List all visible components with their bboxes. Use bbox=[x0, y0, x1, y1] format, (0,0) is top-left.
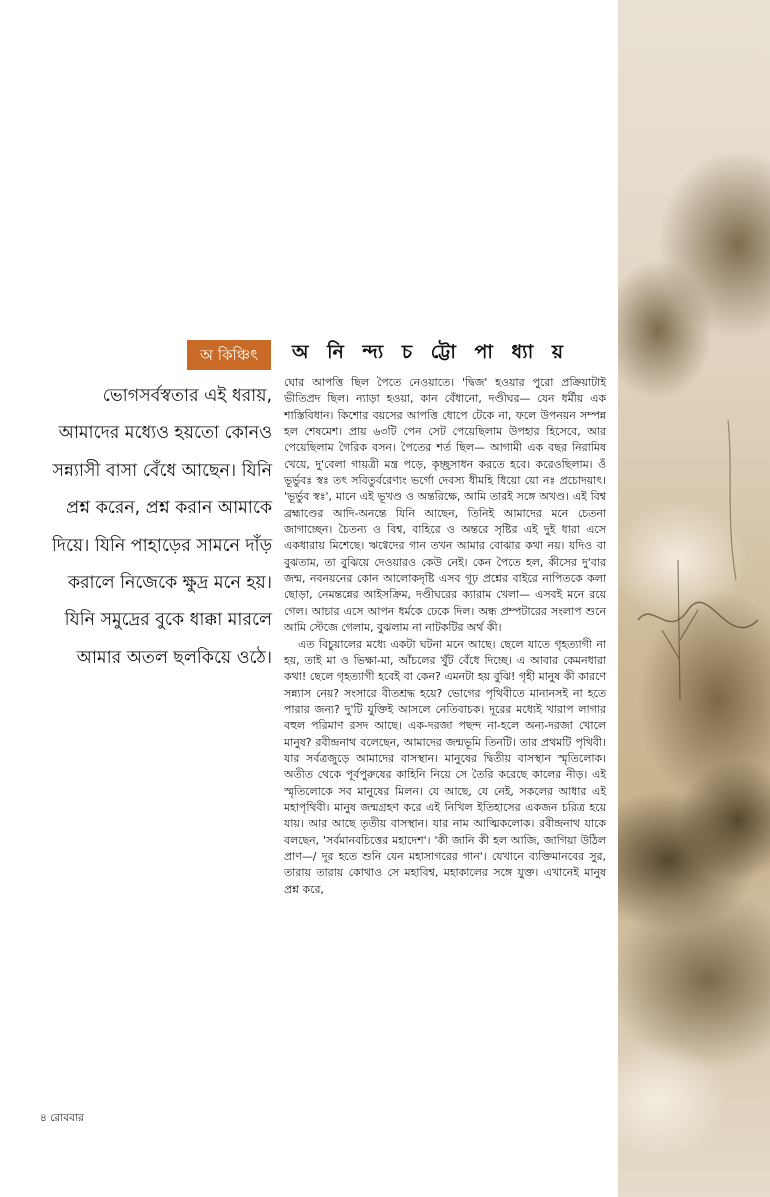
pull-quote: ভোগসর্বস্বতার এই ধরায়, আমাদের মধ্যেও হয়তো কোনও সন্ন্যাসী বাসা বেঁধে আছেন। যিনি প্রশ্ন করেন, প্রশ্ন করান আমাকে দিয়ে। যিনি পাহাড়ের সামনে দাঁড় করালে নিজেকে ক্ষুদ্র মনে হয়। যিনি সমুদ্রের বুকে ধাক্কা মারলে আমার অতল ছলকিয়ে ওঠে। bbox=[51, 386, 272, 668]
body-paragraph: ঘোর আপত্তি ছিল পৈতে নেওয়াতে। 'দ্বিজ' হওয়ার পুরো প্রক্রিয়াটাই ভীতিপ্রদ ছিল। ন্যাড়া হওয়া, কান বেঁধানো, দণ্ডীঘর— যেন ধর্মীয় এক শাস্তিবিধান। কিশোর বয়সের আপত্তি ধোপে টেকে না, ফলে উপনয়ন সম্পন্ন হল শেষমেশ। প্রায় ৬৩টি পেন সেট পেয়েছিলাম উপহার হিসেবে, আর পেয়েছিলাম গৈরিক বসন। পৈতের শর্ত ছিল— আগামী এক বছর নিরামিষ খেয়ে, দু'বেলা গায়ত্রী মন্ত্র পড়ে, কৃচ্ছ্রসাধন করতে হবে। করেওছিলাম। ওঁ ভূর্ভুবঃ স্বঃ তৎ সবিতুর্বরেণ্যং ভর্গো দেবস্য ধীমহি ধিয়ো য়ো নঃ প্রচোদয়াৎ। 'ভূর্ভুব স্বঃ', মানে এই ভূখণ্ড ও অন্তরিক্ষে, আমি তারই সঙ্গে অখণ্ড। এই বিশ্ব ব্রহ্মাণ্ডের আদি-অনন্তে যিনি আছেন, তিনিই আমাদের মনে চেতনা জাগাচ্ছেন। চৈতন্য ও বিশ্ব, বাহিরে ও অন্তরে সৃষ্টির এই দুই ধারা এসে একধারায় মিশেছে। ঋগ্বেদের গান তখন আমার বোঝার কথা নয়। যদিও বা বুঝতাম, তা বুঝিয়ে দেওয়ারও কেউ নেই। কেন পৈতে হল, কীসের দু'বার জন্ম, নবনয়নের কোন আলোকদৃষ্টি এসব গূঢ় প্রশ্নের বাইরে নাপিতকে কলা ছোড়া, নেমন্তন্নের আইসক্রিম, দণ্ডীঘরের ক্যারাম খেলা— এসবই মনে রয়ে গেল। আচার এসে আপন ধর্মকে ঢেকে দিল। অন্ধ প্রম্পটারের সংলাপ শুনে আমি স্টেজে গেলাম, বুঝলাম না নাটকটির অর্থ কী। bbox=[284, 376, 606, 635]
sepia-landscape-illustration bbox=[618, 0, 770, 1197]
author-byline: অ নি ন্দ্য চ ট্টো পা ধ্যা য় bbox=[292, 341, 570, 363]
page-folio: ৪ রোববার bbox=[40, 1112, 84, 1124]
body-paragraph: এত বিচুয়ালের মধ্যে একটা ঘটনা মনে আছে। ছেলে যাতে গৃহত্যাগী না হয়, তাই মা ও ভিক্ষা-মা, আঁচলের খুঁট বেঁধে দিচ্ছে। এ আবার কেমনধারা কথা! ছেলে গৃহত্যাগী হবেই বা কেন? এমনটা হয় বুঝি! গৃহী মানুষ কী কারণে সন্ন্যাস নেয়? সংসারে বীতশ্রদ্ধ হয়ে? ভোগের পৃথিবীতে মানানসই না হতে পারার জন্য? দু'টি যুক্তিই আসলে নেতিবাচক। দূরের মধ্যেই খারাপ লাগার বহুল পরিমাণ রসদ আছে। এক-দরজা পছন্দ না-হলে অন্য-দরজা খোলে মানুষ? রবীন্দ্রনাথ বলেছেন, আমাদের জন্মভূমি তিনটি। তার প্রথমটি পৃথিবী। যার সর্বত্রজুড়ে আমাদের বাসস্থান। মানুষের দ্বিতীয় বাসস্থান স্মৃতিলোক। অতীত থেকে পূর্বপুরুষের কাহিনি নিয়ে সে তৈরি করেছে কালের নীড়। এই স্মৃতিলোকে সব মানুষের মিলন। যে আছে, যে নেই, সকলের আধার এই মহাপৃথিবী। মানুষ জন্মগ্রহণ করে এই নিখিল ইতিহাসের একজন চরিত্র হয়ে যায়। আর আছে তৃতীয় বাসস্থান। যার নাম আত্মিকলোক। রবীন্দ্রনাথ যাকে বলছেন, 'সর্বমানবচিত্তের মহাদেশ'। 'কী জানি কী হল আজি, জাগিয়া উঠিল প্রাণ—/ দূর হতে শুনি যেন মহাসাগরের গান'। যেখানে ব্যক্তিমানবের সুর, তারায় তারায় কোথাও সে মহাবিশ্ব, মহাকালের সঙ্গে যুক্ত। এখানেই মানুষ প্রশ্ন করে, bbox=[284, 637, 606, 896]
illustration-graphic bbox=[618, 0, 770, 1197]
column-tag: অ কিঞ্চিৎ bbox=[187, 340, 271, 370]
article-body bbox=[284, 375, 606, 898]
